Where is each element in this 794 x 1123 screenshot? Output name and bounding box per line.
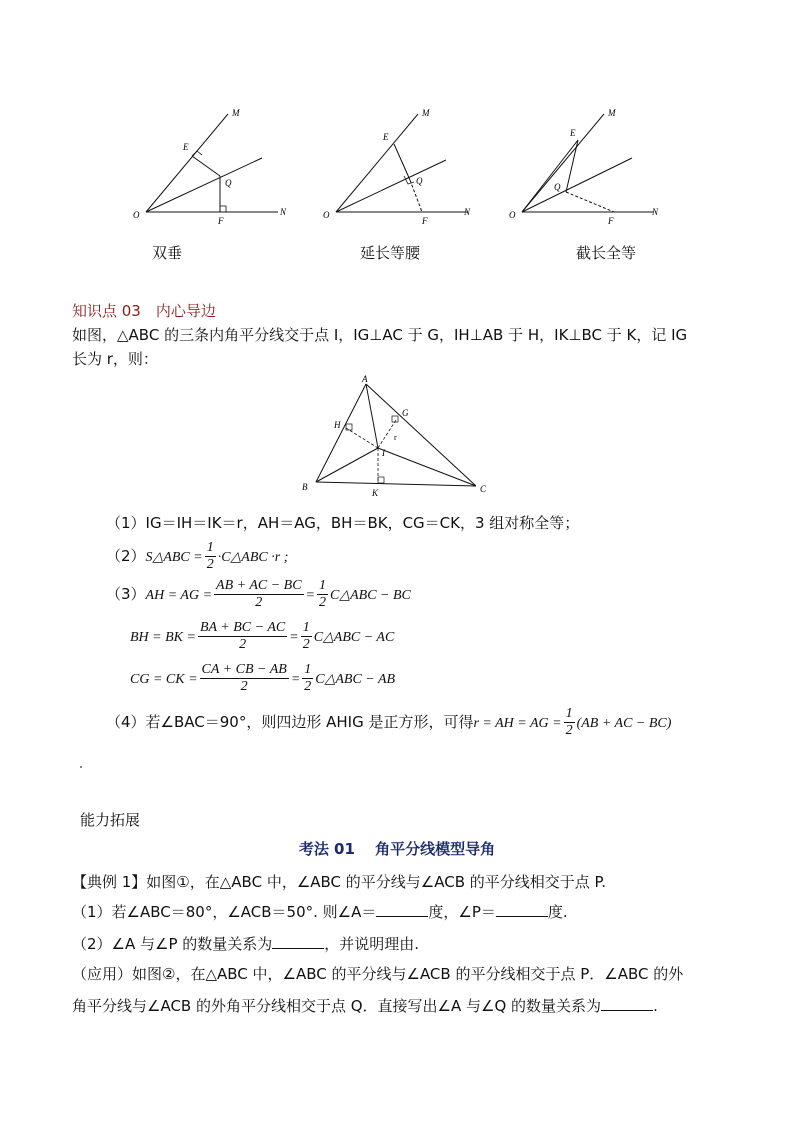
item-1: （1）IG＝IH＝IK＝r，AH＝AG，BH＝BK，CG＝CK，3 组对称全等； [106,514,580,532]
label-M: M [422,108,430,118]
figure-incenter-triangle [296,370,496,500]
method-title: 考法 01 角平分线模型导角 [298,840,496,858]
item-3-row-2: BH = BK = $\frac{BA + BC - AC}{2}$ = $\frac{1}{2}$ C△ABC − AC [130,620,395,652]
label-I: I [382,448,385,458]
stray-dot [80,766,82,768]
label-E: E [383,132,389,142]
item-4: （4）若∠BAC＝90°，则四边形 AHIG 是正方形，可得r = AH = AG = $\frac{1}{2}$ (AB + AC − BC) [106,706,672,738]
example-line: 【典例 1】如图①，在△ABC 中，∠ABC 的平分线与∠ACB 的平分线相交于点 P. [72,873,607,891]
label-N: N [652,207,659,217]
application-line-1: （应用）如图②，在△ABC 中，∠ABC 的平分线与∠ACB 的平分线相交于点 P．∠ABC 的外 [72,965,684,983]
label-C: C [480,484,487,494]
label-F: F [218,216,224,226]
answer-blank-relation-AQ[interactable] [601,998,653,1011]
label-r: r [394,433,397,442]
item-3-row-1: （3）AH = AG = $\frac{AB + AC - BC}{2}$ = $\frac{1}{2}$ C△ABC − BC [106,578,411,610]
question-2: （2）∠A 与∠P 的数量关系为 ，并说明理由. [72,935,420,953]
label-K: K [372,488,379,498]
figure-double-perpendicular [128,100,298,230]
item-4-text: （4）若∠BAC＝90°，则四边形 AHIG 是正方形，可得 [106,713,474,731]
caption-fig2: 延长等腰 [360,244,421,262]
figure-cut-congruent [504,100,674,230]
label-M: M [232,108,240,118]
item-2 [106,540,288,573]
label-F: F [422,216,428,226]
label-H: H [334,420,341,430]
caption-fig3: 截长全等 [576,244,637,262]
label-O: O [509,210,516,220]
caption-fig1: 双垂 [152,244,183,262]
intro-line-1: 如图，△ABC 的三条内角平分线交于点 I，IG⊥AC 于 G，IH⊥AB 于 H，IK⊥BC 于 K，记 IG [72,326,688,344]
item-2-rhs: ·C△ABC ·r ; [217,550,289,565]
item-3-row-3: CG = CK = $\frac{CA + CB - AB}{2}$ = $\frac{1}{2}$ C△ABC − AB [130,662,396,694]
item-2-lhs: S△ABC = [145,550,203,565]
application-line-2: 角平分线与∠ACB 的外角平分线相交于点 Q．直接写出∠A 与∠Q 的数量关系为 . [72,997,658,1015]
label-Q: Q [225,178,232,188]
answer-blank-angle-P[interactable] [496,904,548,917]
label-N: N [280,207,287,217]
label-B: B [302,482,308,492]
label-O: O [323,210,330,220]
label-Q: Q [416,176,423,186]
label-F: F [608,216,614,226]
label-N: N [464,207,471,217]
item-2-frac: $\frac{1}{2}$ [206,540,214,572]
heading-extension: 能力拓展 [80,811,141,829]
item-3-prefix: （3） [106,585,146,603]
item-2-prefix: （2） [106,547,146,565]
label-A: A [362,374,368,384]
answer-blank-relation-AP[interactable] [272,936,324,949]
answer-blank-angle-A[interactable] [376,904,428,917]
label-E: E [570,128,576,138]
label-O: O [133,210,140,220]
label-G: G [402,408,409,418]
section-title-knowledge: 知识点 03 内心导边 [72,302,216,320]
label-M: M [608,108,616,118]
figure-extend-isosceles [318,100,488,230]
intro-line-2: 长为 r，则： [72,350,158,368]
label-Q: Q [554,182,561,192]
question-1: （1）若∠ABC＝80°，∠ACB＝50°. 则∠A＝ 度，∠P＝ 度. [72,903,568,921]
label-E: E [183,142,189,152]
